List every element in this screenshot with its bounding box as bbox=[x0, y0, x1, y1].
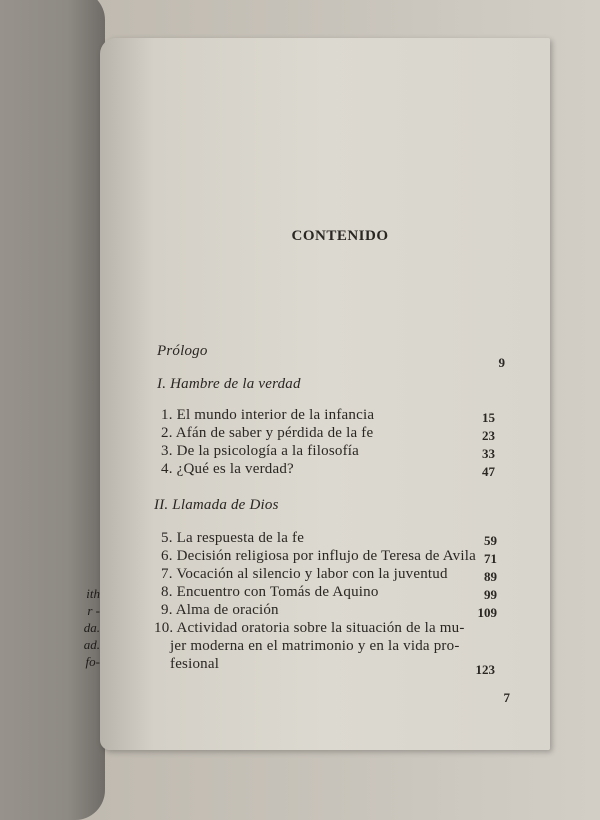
page-title: CONTENIDO bbox=[291, 228, 389, 244]
toc-entry: 5. La respuesta de la fe bbox=[161, 530, 305, 546]
toc-page: 109 bbox=[477, 605, 497, 620]
page-number: 7 bbox=[503, 690, 510, 705]
prologue-label: Prólogo bbox=[157, 343, 208, 359]
toc-entry: 9. Alma de oración bbox=[161, 602, 279, 618]
left-page bbox=[0, 0, 105, 820]
fragment-line: r - bbox=[87, 603, 100, 618]
part-2-label: II. Llamada de Dios bbox=[154, 497, 279, 513]
toc-entry: 1. El mundo interior de la infancia bbox=[161, 407, 375, 423]
part-1-label: I. Hambre de la verdad bbox=[157, 376, 301, 392]
toc-entry: 4. ¿Qué es la verdad? bbox=[161, 461, 294, 477]
toc-page: 71 bbox=[484, 551, 497, 566]
toc-entry-cont: fesional bbox=[170, 656, 220, 672]
toc-page: 89 bbox=[484, 569, 497, 584]
toc-page: 15 bbox=[482, 410, 495, 425]
toc-page: 99 bbox=[484, 587, 497, 602]
prologue-page: 9 bbox=[498, 355, 505, 370]
left-page-text bbox=[0, 585, 100, 670]
toc-page: 33 bbox=[482, 446, 495, 461]
toc-page: 47 bbox=[482, 464, 495, 479]
toc-entry: 7. Vocación al silencio y labor con la juventud bbox=[161, 566, 448, 582]
toc-entry: 2. Afán de saber y pérdida de la fe bbox=[161, 425, 374, 441]
fragment-line: fo- bbox=[85, 654, 100, 669]
fragment-line: da. bbox=[83, 620, 100, 635]
toc-page: 59 bbox=[484, 533, 497, 548]
toc-entry: 3. De la psicología a la filosofía bbox=[161, 443, 359, 459]
toc-page: 123 bbox=[475, 662, 495, 677]
toc-entry-cont: jer moderna en el matrimonio y en la vida pro- bbox=[170, 638, 460, 654]
toc-entry: 8. Encuentro con Tomás de Aquino bbox=[161, 584, 379, 600]
fragment-line: ad. bbox=[83, 637, 100, 652]
toc-entry: 10. Actividad oratoria sobre la situación de la mu- bbox=[154, 620, 465, 636]
toc-page: 23 bbox=[482, 428, 495, 443]
toc-entry: 6. Decisión religiosa por influjo de Teresa de Avila bbox=[161, 548, 476, 564]
fragment-line: ith bbox=[86, 586, 100, 601]
